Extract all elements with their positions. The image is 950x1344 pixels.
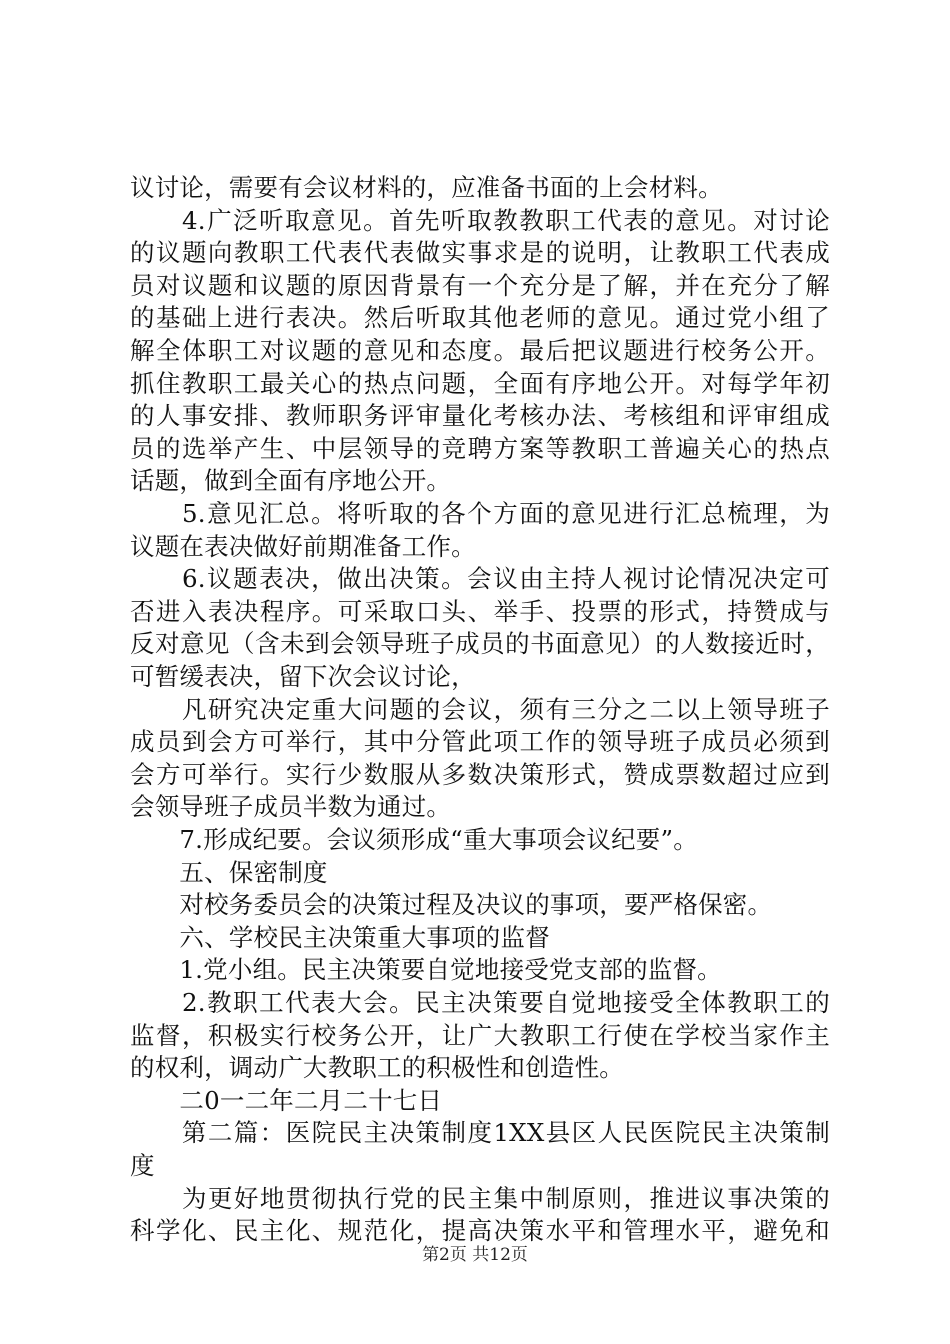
text-line: 反对意见（含未到会领导班子成员的书面意见）的人数接近时， (130, 629, 830, 659)
text-line: 成员到会方可举行，其中分管此项工作的领导班子成员必须到 (130, 727, 830, 757)
text-line: 的人事安排、教师职务评审量化考核办法、考核组和评审组成 (130, 401, 830, 431)
text-line: 话题，做到全面有序地公开。 (130, 466, 452, 496)
text-line: 可暂缓表决，留下次会议讨论， (130, 662, 476, 691)
text-line: 为更好地贯彻执行党的民主集中制原则，推进议事决策的 (130, 1183, 830, 1213)
text-line: 7.形成纪要。会议须形成“重大事项会议纪要”。 (130, 825, 698, 854)
text-line: 的基础上进行表决。然后听取其他老师的意见。通过党小组了 (130, 303, 830, 333)
text-line: 解全体职工对议题的意见和态度。最后把议题进行校务公开。 (130, 336, 830, 365)
text-line: 六、学校民主决策重大事项的监督 (130, 922, 550, 952)
text-line: 议讨论，需要有会议材料的，应准备书面的上会材料。 (130, 173, 723, 202)
text-line: 6.议题表决，做出决策。会议由主持人视讨论情况决定可 (130, 564, 830, 594)
text-line: 5.意见汇总。将听取的各个方面的意见进行汇总梳理，为 (130, 499, 830, 528)
text-line: 对校务委员会的决策过程及决议的事项，要严格保密。 (130, 890, 773, 920)
text-line: 第二篇：医院民主决策制度1XX县区人民医院民主决策制 (130, 1118, 830, 1148)
text-line: 二0一二年二月二十七日 (130, 1085, 443, 1115)
page-footer: 第2页 共12页 (422, 1245, 528, 1265)
text-line: 员的选举产生、中层领导的竞聘方案等教职工普遍关心的热点 (130, 433, 830, 463)
text-line: 的权利，调动广大教职工的积极性和创造性。 (130, 1053, 624, 1083)
text-line: 科学化、民主化、规范化，提高决策水平和管理水平，避免和 (130, 1216, 830, 1246)
text-line: 抓住教职工最关心的热点问题，全面有序地公开。对每学年初 (130, 368, 830, 398)
text-line: 会领导班子成员半数为通过。 (130, 792, 452, 822)
text-line: 员对议题和议题的原因背景有一个充分是了解，并在充分了解 (130, 270, 830, 300)
text-line: 的议题向教职工代表代表做实事求是的说明，让教职工代表成 (130, 238, 830, 268)
text-line: 会方可举行。实行少数服从多数决策形式，赞成票数超过应到 (130, 759, 830, 789)
text-line: 议题在表决做好前期准备工作。 (130, 531, 476, 561)
text-line: 五、保密制度 (130, 857, 328, 887)
text-line: 度 (130, 1151, 155, 1180)
text-line: 2.教职工代表大会。民主决策要自觉地接受全体教职工的 (130, 988, 830, 1017)
text-line: 监督，积极实行校务公开，让广大教职工行使在学校当家作主 (130, 1020, 830, 1050)
text-line: 凡研究决定重大问题的会议，须有三分之二以上领导班子 (130, 694, 830, 724)
text-line: 4.广泛听取意见。首先听取教教职工代表的意见。对讨论 (130, 205, 830, 235)
text-line: 否进入表决程序。可采取口头、举手、投票的形式，持赞成与 (130, 596, 830, 626)
text-line: 1.党小组。民主决策要自觉地接受党支部的监督。 (130, 955, 722, 985)
